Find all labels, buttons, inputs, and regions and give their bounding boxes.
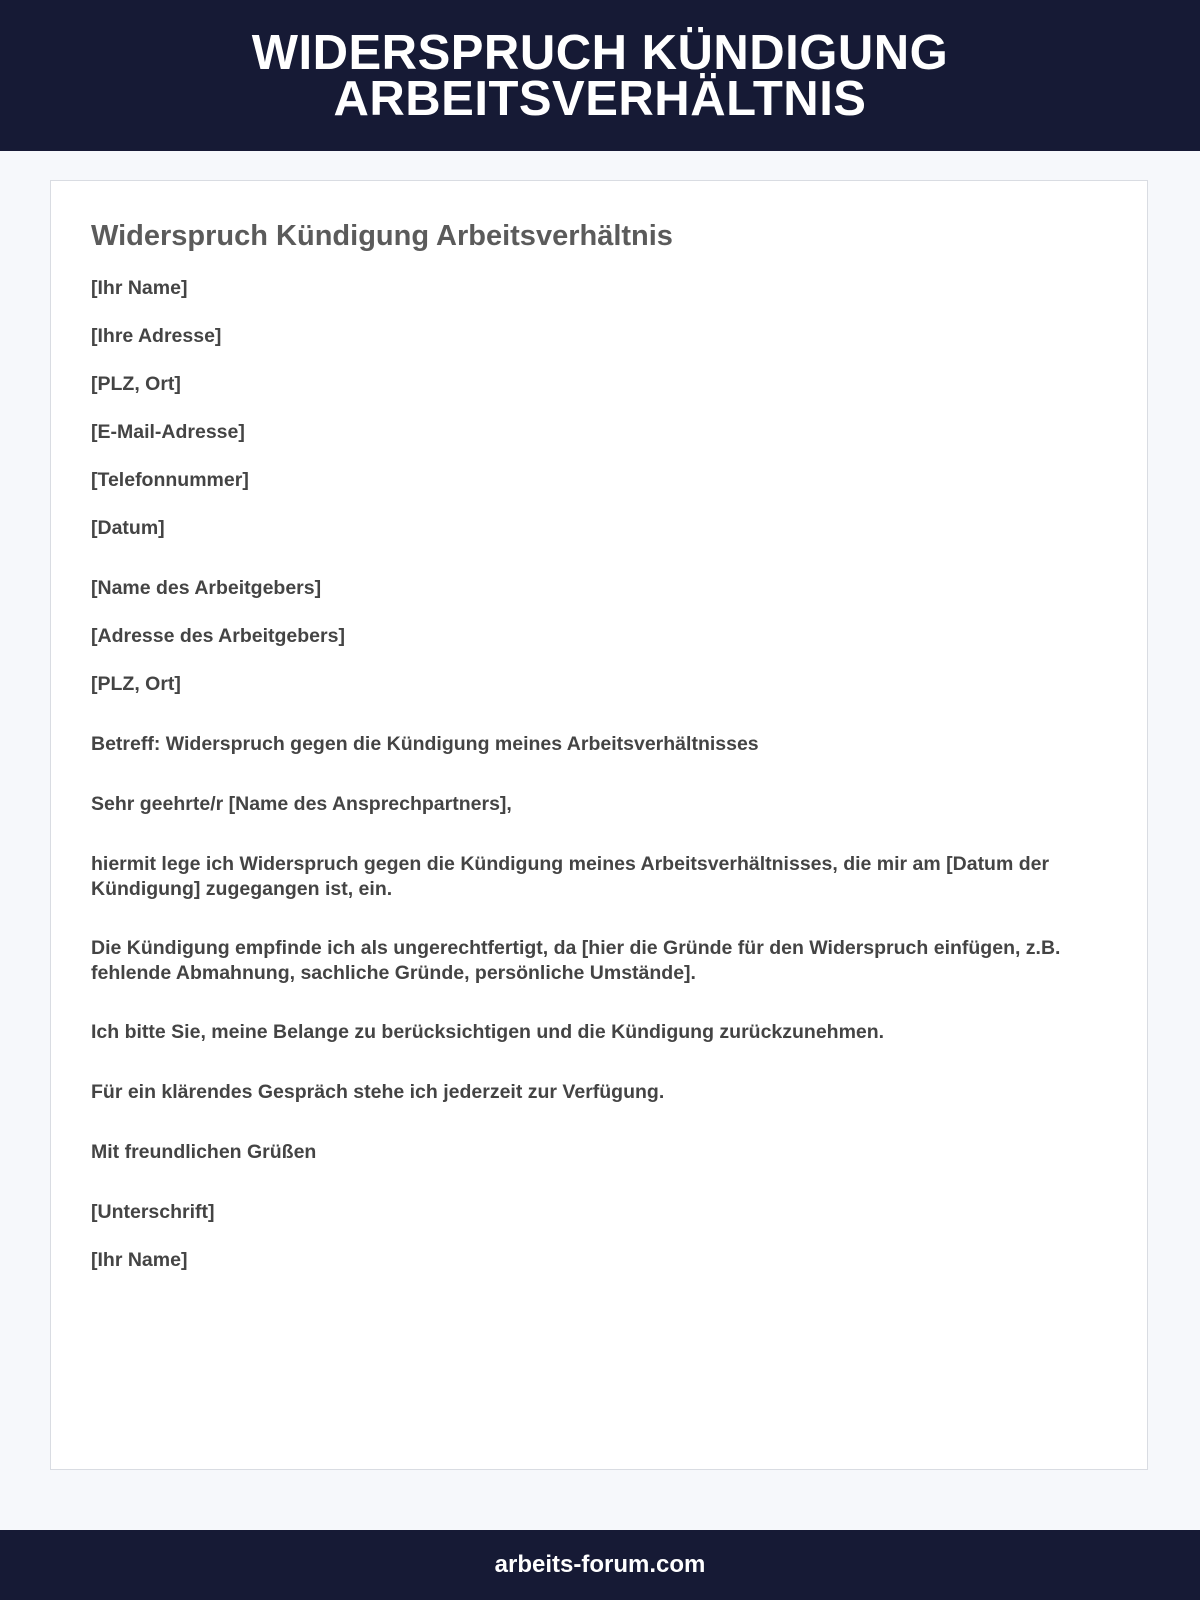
sender-city: [PLZ, Ort]: [91, 373, 181, 395]
sender-address: [Ihre Adresse]: [91, 325, 222, 347]
footer-site-link[interactable]: arbeits-forum.com: [494, 1551, 706, 1578]
signature-placeholder: [Unterschrift]: [91, 1201, 215, 1223]
sender-name: [Ihr Name]: [91, 277, 188, 299]
letter-date: [Datum]: [91, 517, 165, 539]
letter-paragraph: Ich bitte Sie, meine Belange zu berücksichtigen und die Kündigung zurückzunehmen.: [91, 1021, 885, 1043]
recipient-name: [Name des Arbeitgebers]: [91, 577, 322, 599]
letter-card: [50, 180, 1148, 1470]
page-header: [0, 0, 1200, 151]
letter-paragraph: Die Kündigung empfinde ich als ungerechtfertigt, da [hier die Gründe für den Widerspruch einfügen, z.B. fehlende Abmahnung, sachliche Gründe, persönliche Umstände].: [91, 937, 1061, 984]
recipient-city: [PLZ, Ort]: [91, 673, 181, 695]
letter-paragraph: hiermit lege ich Widerspruch gegen die Kündigung meines Arbeitsverhältnisses, die mir am [Datum der Kündigung] zugegangen ist, ein.: [91, 853, 1050, 900]
letter-paragraph: Für ein klärendes Gespräch stehe ich jederzeit zur Verfügung.: [91, 1081, 665, 1103]
letter-closing: Mit freundlichen Grüßen: [91, 1141, 317, 1163]
sender-phone: [Telefonnummer]: [91, 469, 249, 491]
page-footer: [0, 1530, 1200, 1600]
sender-email: [E-Mail-Adresse]: [91, 421, 245, 443]
recipient-address: [Adresse des Arbeitgebers]: [91, 625, 345, 647]
letter-salutation: Sehr geehrte/r [Name des Ansprechpartners],: [91, 793, 512, 815]
letter-title: Widerspruch Kündigung Arbeitsverhältnis: [91, 220, 673, 252]
page-title: WIDERSPRUCH KÜNDIGUNG ARBEITSVERHÄLTNIS: [251, 25, 949, 126]
letter-subject: Betreff: Widerspruch gegen die Kündigung meines Arbeitsverhältnisses: [91, 733, 759, 755]
signature-name: [Ihr Name]: [91, 1249, 188, 1271]
